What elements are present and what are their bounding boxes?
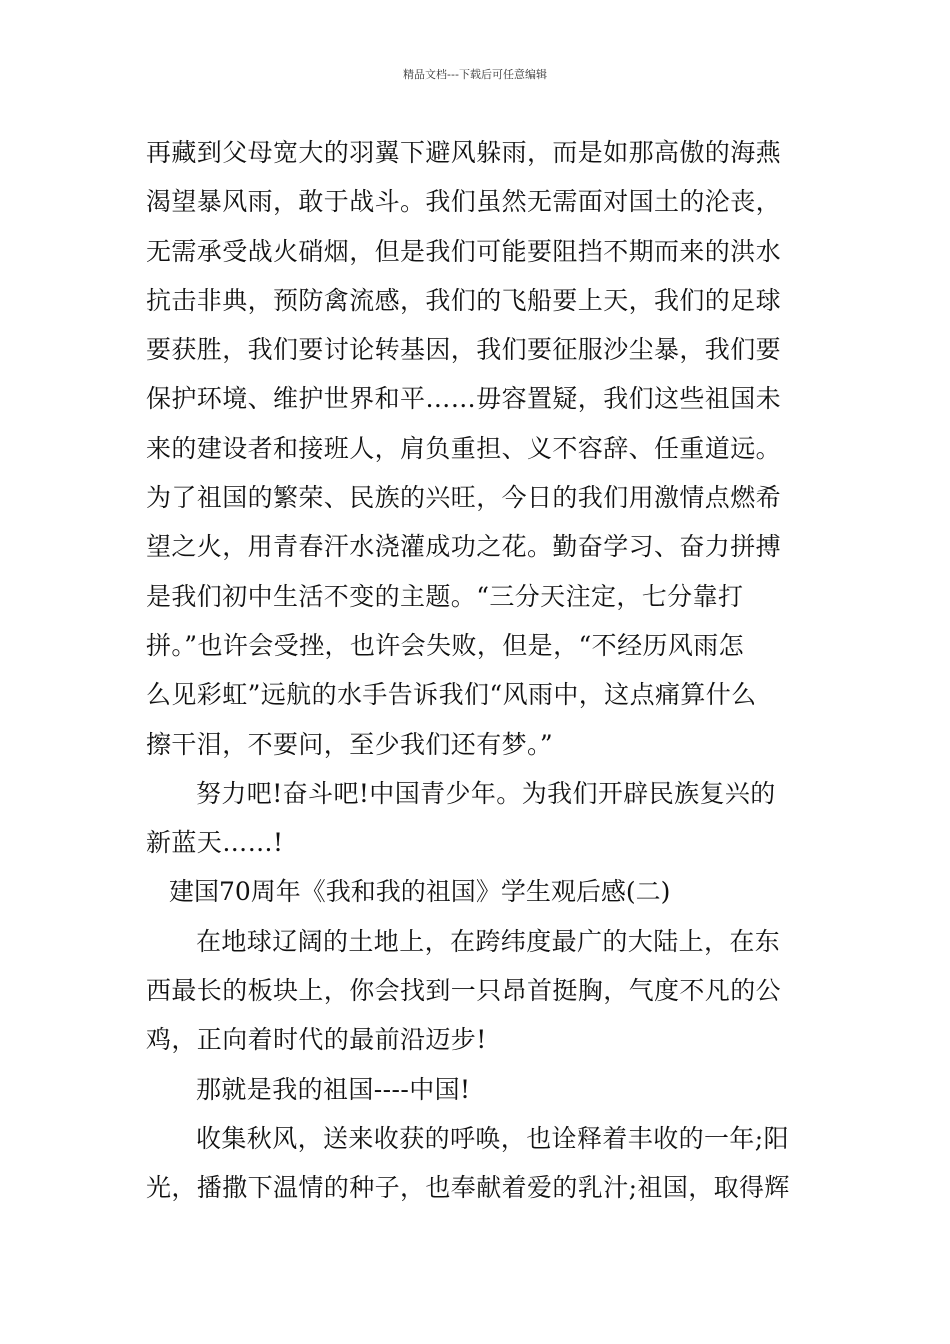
paragraph-start-line: 在地球辽阔的土地上，在跨纬度最广的大陆上，在东 — [196, 926, 781, 956]
text-line: 望之火，用青春汗水浇灌成功之花。勤奋学习、奋力拼搏 — [146, 532, 782, 562]
section-title: 建国70周年《我和我的祖国》学生观后感(二) — [169, 877, 671, 907]
text-line: 无需承受战火硝烟，但是我们可能要阻挡不期而来的洪水 — [146, 236, 782, 266]
paragraph-start-line: 那就是我的祖国----中国! — [196, 1074, 471, 1104]
text-line: 要获胜，我们要讨论转基因，我们要征服沙尘暴，我们要 — [146, 335, 782, 365]
text-line: 再藏到父母宽大的羽翼下避风躲雨，而是如那高傲的海燕 — [146, 138, 782, 167]
page-header: 精品文档---下载后可任意编辑 — [403, 68, 547, 81]
text-line: 擦干泪，不要问，至少我们还有梦。” — [146, 729, 554, 759]
text-line: 拼。”也许会受挫，也许会失败，但是，“不经历风雨怎 — [146, 630, 745, 660]
paragraph-start-line: 收集秋风，送来收获的呼唤，也诠释着丰收的一年;阳 — [196, 1123, 790, 1153]
text-line: 来的建设者和接班人，肩负重担、义不容辞、任重道远。 — [146, 433, 782, 463]
text-line: 光，播撒下温情的种子，也奉献着爱的乳汁;祖国，取得辉 — [146, 1173, 790, 1203]
text-line: 是我们初中生活不变的主题。“三分天注定，七分靠打 — [146, 581, 744, 611]
text-line: 为了祖国的繁荣、民族的兴旺，今日的我们用激情点燃希 — [146, 483, 782, 513]
paragraph-start-line: 努力吧!奋斗吧!中国青少年。为我们开辟民族复兴的 — [196, 778, 776, 808]
text-line: 保护环境、维护世界和平……毋容置疑，我们这些祖国未 — [146, 384, 782, 414]
text-line: 抗击非典，预防禽流感，我们的飞船要上天，我们的足球 — [146, 285, 782, 315]
text-line: 渴望暴风雨，敢于战斗。我们虽然无需面对国土的沦丧， — [146, 187, 782, 217]
text-line: 鸡，正向着时代的最前沿迈步! — [146, 1025, 487, 1055]
text-line: 新蓝天……! — [146, 828, 284, 858]
text-line: 西最长的板块上，你会找到一只昂首挺胸，气度不凡的公 — [146, 976, 782, 1006]
document-body — [146, 128, 816, 1213]
text-line: 么见彩虹”远航的水手告诉我们“风雨中，这点痛算什么 — [146, 680, 757, 710]
